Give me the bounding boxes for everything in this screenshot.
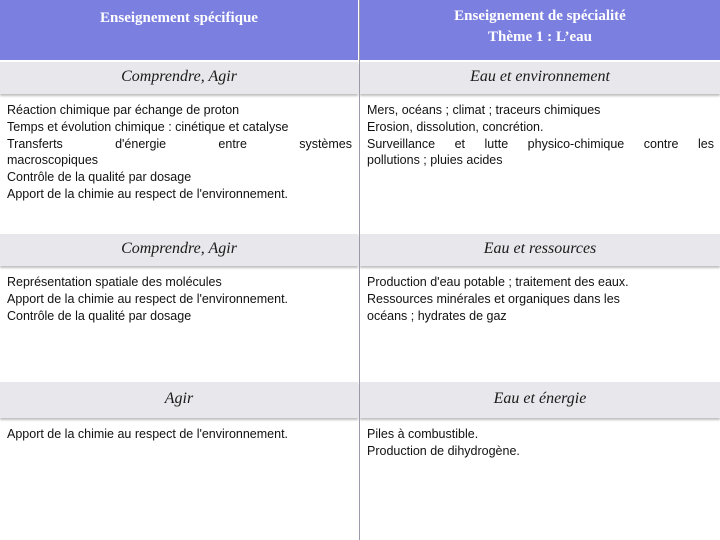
section1-right-line: Mers, océans ; climat ; traceurs chimiques [367,103,601,117]
section2-right-line: océans ; hydrates de gaz [367,308,507,323]
word: lutte [484,136,509,151]
section1-left-line: Apport de la chimie au respect de l'environnement. [7,186,289,201]
section2-right-title [360,234,720,266]
section1-left-line: Réaction chimique par échange de proton [7,103,240,117]
section2-right-line: Ressources minérales et organiques dans les [367,291,620,306]
section2-right-title-text: Eau et ressources [483,240,597,257]
section3-right-title-text: Eau et énergie [493,390,587,407]
word: entre [218,136,247,151]
section2-right-line: Production d'eau potable ; traitement des eaux. [367,275,629,289]
word: Transferts [7,136,63,151]
section3-left-body [0,422,358,540]
word: contre [643,136,679,151]
section1-left-line: Contrôle de la qualité par dosage [7,170,192,185]
section2-left-title-text: Comprendre, Agir [121,240,237,257]
section1-left-body [0,98,358,232]
word: physico-chimique [527,136,625,151]
section2-right-body [360,270,720,380]
section1-right-title [360,62,720,94]
section1-left-title [0,62,358,94]
section1-left-line-justified [7,136,352,153]
section2-left-line: Représentation spatiale des molécules [7,275,222,289]
section1-left-line: Temps et évolution chimique : cinétique et catalyse [7,119,289,134]
section2-left-line: Apport de la chimie au respect de l'environnement. [7,291,289,306]
header-enseignement-specifique [0,0,358,60]
section2-left-body [0,270,358,380]
section2-left-line: Contrôle de la qualité par dosage [7,308,192,323]
word: systèmes [299,136,352,151]
header-enseignement-specialite [360,0,720,60]
section1-right-title-text: Eau et environnement [470,68,610,85]
section2-left-title [0,234,358,266]
header-right-line2: Thème 1 : L’eau [487,29,593,45]
word: Surveillance [367,136,436,151]
section3-left-line: Apport de la chimie au respect de l'environnement. [7,427,289,441]
section1-right-line-justified [367,136,714,153]
header-right-line1: Enseignement de spécialité [454,8,626,24]
section3-left-title [0,382,358,418]
section1-left-line: macroscopiques [7,153,99,168]
section3-right-line: Production de dihydrogène. [367,443,520,458]
column-divider [359,0,360,540]
section3-left-title-text: Agir [164,390,194,407]
section1-right-line: pollutions ; pluies acides [367,153,503,168]
word: d'énergie [115,136,167,151]
header-left-label: Enseignement spécifique [100,10,258,26]
section3-right-body [360,422,720,540]
section1-right-body [360,98,720,232]
section3-right-line: Piles à combustible. [367,427,479,441]
section3-right-title [360,382,720,418]
word: les [698,136,714,151]
word: et [454,136,466,151]
section1-left-title-text: Comprendre, Agir [121,68,237,85]
section1-right-line: Erosion, dissolution, concrétion. [367,119,544,134]
